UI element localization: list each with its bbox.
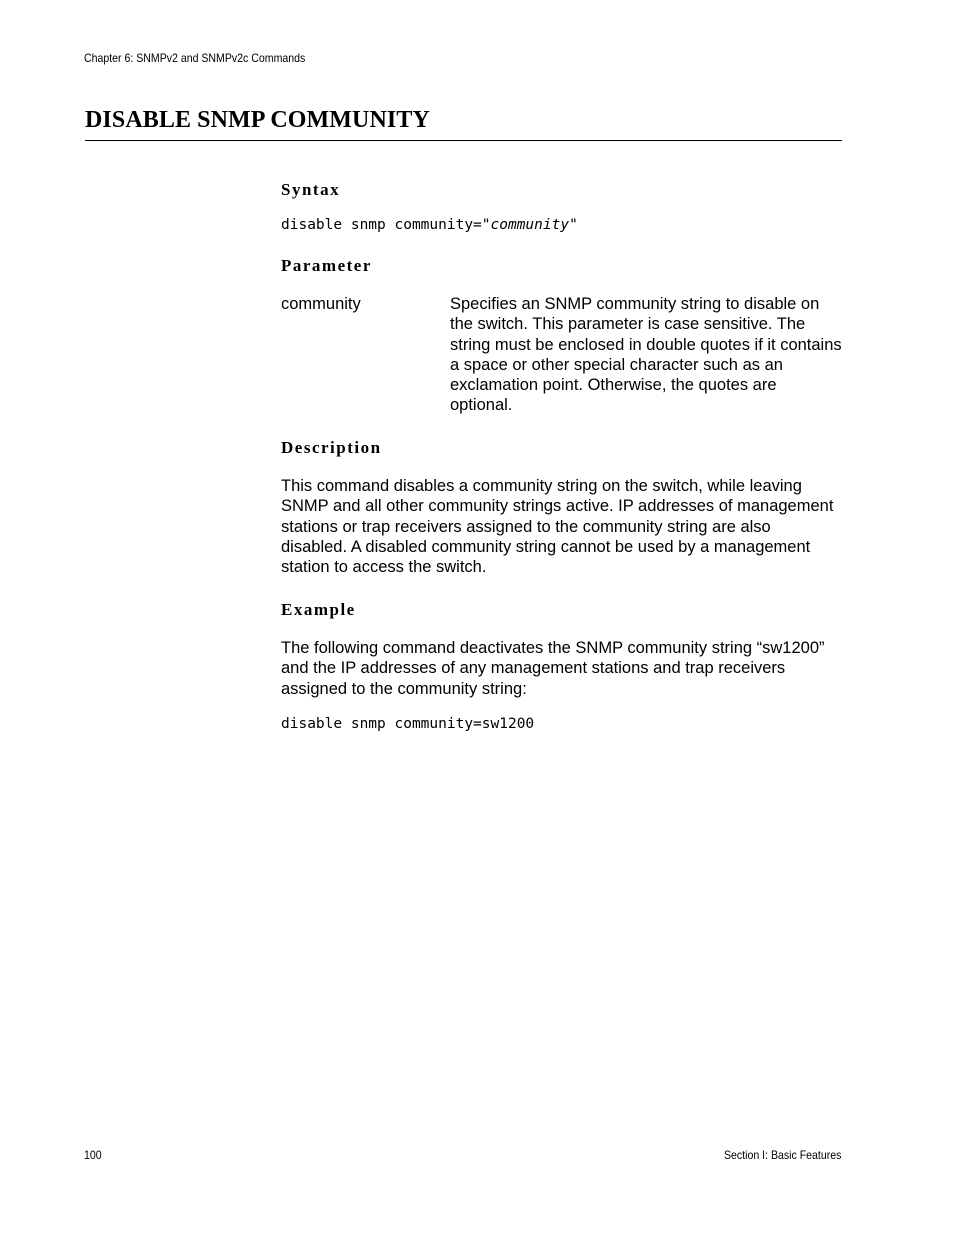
syntax-heading: Syntax xyxy=(281,180,341,199)
parameter-heading: Parameter xyxy=(281,256,372,275)
title-rule xyxy=(85,140,842,141)
syntax-command-param: community xyxy=(490,217,570,233)
parameter-name: community xyxy=(281,295,361,313)
syntax-command-suffix: " xyxy=(569,217,578,233)
syntax-command xyxy=(281,217,578,233)
example-heading: Example xyxy=(281,600,356,619)
description-text: This command disables a community string on the switch, while leaving SNMP and all other community strings active. IP addresses of management stations or trap receivers assigned to the community string are also disabled. A disabled community string cannot be used by a management station to access the switch. xyxy=(281,477,834,577)
syntax-command-prefix: disable snmp community=" xyxy=(281,217,491,233)
running-header: Chapter 6: SNMPv2 and SNMPv2c Commands xyxy=(84,51,306,65)
description-heading: Description xyxy=(281,438,382,457)
example-command: disable snmp community=sw1200 xyxy=(281,716,535,732)
footer-section: Section I: Basic Features xyxy=(723,1148,841,1162)
example-text: The following command deactivates the SNMP community string “sw1200” and the IP addresses of any management stations and trap receivers assigned to the community string: xyxy=(281,639,825,698)
page-title: DISABLE SNMP COMMUNITY xyxy=(85,107,430,133)
page-number: 100 xyxy=(84,1148,102,1162)
parameter-description: Specifies an SNMP community string to disable on the switch. This parameter is case sensitive. The string must be enclosed in double quotes if it contains a space or other special character such as an exclamation point. Otherwise, the quotes are optional. xyxy=(450,295,842,415)
